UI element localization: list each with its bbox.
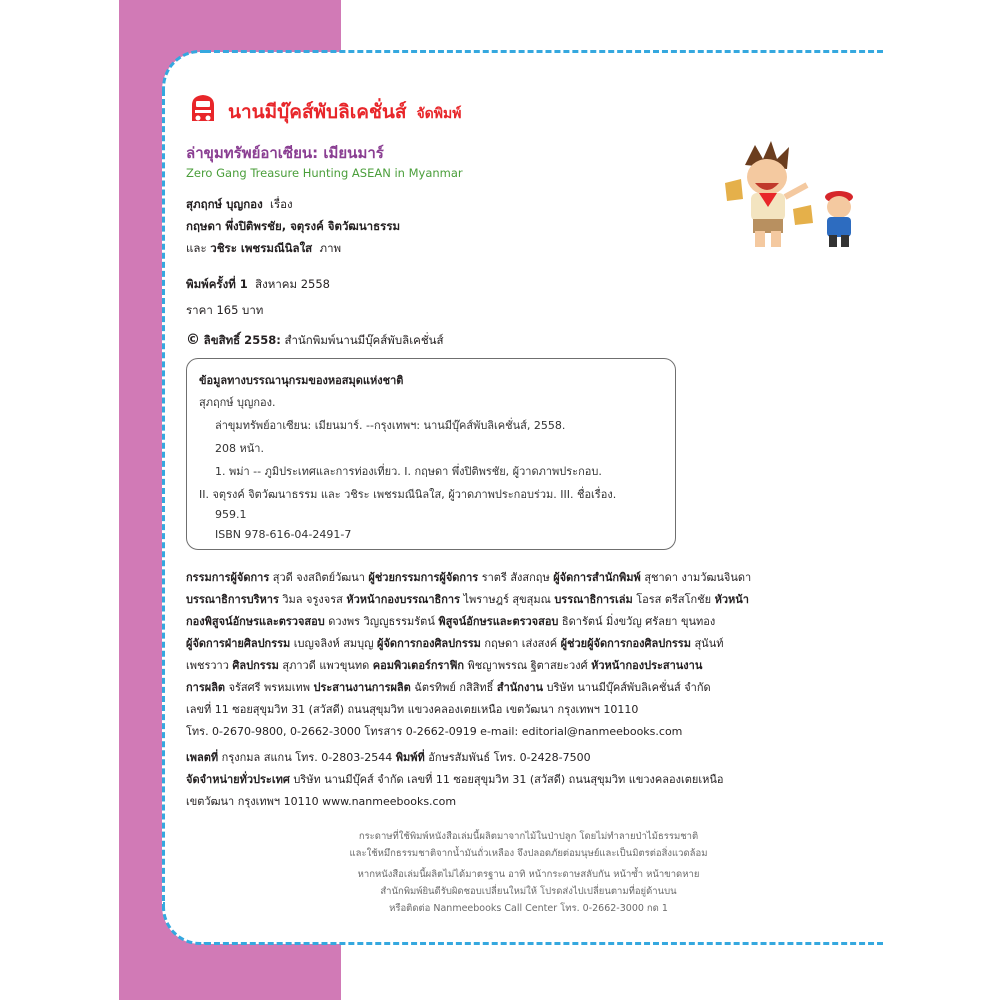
and-word: และ [186, 241, 207, 255]
credit-person: บริษัท นานมีบุ๊คส์ จำกัด เลขที่ 11 ซอยสุขุมวิท 31 (สวัสดี) ถนนสุขุมวิท แขวงคลองเตยเหนือ [293, 773, 724, 786]
credit-person: เพชรวาว [186, 659, 229, 672]
credit-person: กรุงกมล สแกน โทร. 0-2803-2544 [221, 751, 393, 764]
author-story-role: เรื่อง [270, 197, 293, 211]
credit-role: ศิลปกรรม [232, 659, 279, 672]
cip-line: II. จตุรงค์ จิตวัฒนาธรรม และ วชิระ เพชรมณีนิลใส, ผู้วาดภาพประกอบร่วม. III. ชื่อเรื่อง. [199, 488, 617, 501]
credit-line [186, 722, 682, 740]
footnote-line: กระดาษที่ใช้พิมพ์หนังสือเล่มนี้ผลิตมาจากไม้ในป่าปลูก โดยไม่ทำลายป่าไม้ธรรมชาติ [358, 831, 699, 842]
credit-line [186, 656, 702, 674]
dashed-border-left [162, 90, 165, 910]
publisher-suffix: จัดพิมพ์ [416, 106, 462, 122]
credit-line [186, 748, 591, 766]
cip-line: สุภฤกษ์ บุญกอง. [199, 396, 276, 409]
credit-role: กรรมการผู้จัดการ [186, 571, 270, 584]
credit-person: ไพราษฎร์ สุขสุมณ [463, 593, 551, 606]
credit-role: หัวหน้ากองประสานงาน [591, 659, 703, 672]
footnote-line: และใช้หมึกธรรมชาติจากน้ำมันถั่วเหลือง จึงปลอดภัยต่อมนุษย์และเป็นมิตรต่อสิ่งแวดล้อม [349, 848, 708, 859]
credit-person: โอรส ตรีสโกชัย [636, 593, 712, 606]
credit-role: ผู้ช่วยผู้จัดการกองศิลปกรรม [560, 637, 691, 650]
publisher-title: นานมีบุ๊คส์พับลิเคชั่นส์ [228, 101, 407, 123]
cip-line: ISBN 978-616-04-2491-7 [215, 528, 352, 541]
credit-line [186, 678, 711, 696]
footnote-line: สำนักพิมพ์ยินดีรับผิดชอบเปลี่ยนใหม่ให้ โปรดส่งไปเปลี่ยนตามที่อยู่ด้านบน [380, 886, 677, 897]
credit-role: ผู้ช่วยกรรมการผู้จัดการ [368, 571, 479, 584]
credit-role: หัวหน้า [714, 593, 749, 606]
credit-line [186, 792, 456, 810]
author-story-line [186, 196, 293, 214]
book-title-english: Zero Gang Treasure Hunting ASEAN in Myanmar [186, 166, 463, 180]
credit-person: พิชญาพรรณ ฐิตาสยะวงศ์ [467, 659, 588, 672]
illustrators-line [186, 218, 400, 236]
edition-date: สิงหาคม 2558 [255, 277, 330, 291]
credit-line [186, 590, 749, 608]
credit-person: บริษัท นานมีบุ๊คส์พับลิเคชั่นส์ จำกัด [546, 681, 711, 694]
copyright-owner: สำนักพิมพ์นานมีบุ๊คส์พับลิเคชั่นส์ [284, 333, 444, 347]
credit-role: ผู้จัดการสำนักพิมพ์ [553, 571, 641, 584]
credit-line [186, 612, 715, 630]
credit-person: สุนันท์ [694, 637, 724, 650]
credit-role: หัวหน้ากองบรรณาธิการ [346, 593, 460, 606]
dashed-border-bottom [205, 942, 883, 945]
credit-person: ดวงพร วิญญูธรรมรัตน์ [328, 615, 435, 628]
cip-line: 208 หน้า. [215, 442, 264, 455]
author-story-name: สุภฤกษ์ บุญกอง [186, 197, 263, 211]
dashed-border-top [205, 50, 883, 53]
credit-line [186, 634, 723, 652]
illustrators-names: กฤษดา พึ่งปิติพรชัย, จตุรงค์ จิตวัฒนาธรรม [186, 219, 401, 233]
credit-role: จัดจำหน่ายทั่วประเทศ [186, 773, 290, 786]
credit-person: วิมล จรูงจรส [282, 593, 343, 606]
copyright-icon: © [186, 332, 200, 348]
credit-role: ประสานงานการผลิต [313, 681, 411, 694]
cip-line: 1. พม่า -- ภูมิประเทศและการท่องเที่ยว. I. กฤษดา พึ่งปิติพรชัย, ผู้วาดภาพประกอบ. [215, 465, 602, 478]
credit-role: เพลตที่ [186, 751, 219, 764]
copyright-label: ลิขสิทธิ์ 2558: [203, 333, 281, 347]
credit-person: โทร. 0-2670-9800, 0-2662-3000 โทรสาร 0-2662-0919 e-mail: editorial@nanmeebooks.com [186, 725, 683, 738]
credit-role: พิสูจน์อักษรและตรวจสอบ [438, 615, 559, 628]
edition-line [186, 276, 330, 294]
credit-role: บรรณาธิการบริหาร [186, 593, 279, 606]
price-line: ราคา 165 บาท [186, 303, 264, 317]
credit-line [186, 568, 751, 586]
credit-person: ราตรี สังสกฤษ [481, 571, 550, 584]
illustrator-last: วชิระ เพชรมณีนิลใส [210, 241, 313, 255]
credit-person: เบญจลิงห์ สมบุญ [293, 637, 374, 650]
credit-person: สุวดี จงสถิตย์วัฒนา [272, 571, 365, 584]
credit-person: ธิดารัตน์ มิ่งขวัญ ศรัลยา ขุนทอง [561, 615, 716, 628]
credit-role: การผลิต [186, 681, 226, 694]
illustrator-role: ภาพ [319, 241, 342, 255]
illustrators-line-2 [186, 240, 341, 258]
edition-label: พิมพ์ครั้งที่ 1 [186, 277, 248, 291]
credit-person: ฉัตรทิพย์ กสิสิทธิ์ [414, 681, 494, 694]
cartoon-characters-illustration [715, 135, 875, 255]
credit-role: คอมพิวเตอร์กราฟิก [372, 659, 465, 672]
footnote-line: หรือติดต่อ Nanmeebooks Call Center โทร. 0-2662-3000 กด 1 [389, 903, 668, 914]
credit-person: กฤษดา เส่งสงค์ [484, 637, 558, 650]
credit-person: อักษรสัมพันธ์ โทร. 0-2428-7500 [428, 751, 591, 764]
footnote-line: หากหนังสือเล่มนี้ผลิตไม่ได้มาตรฐาน อาทิ หน้ากระดาษสลับกัน หน้าซ้ำ หน้าขาดหาย [357, 869, 700, 880]
cip-heading: ข้อมูลทางบรรณานุกรมของหอสมุดแห่งชาติ [199, 374, 404, 387]
credit-person: เขตวัฒนา กรุงเทพฯ 10110 www.nanmeebooks.com [186, 795, 457, 808]
publisher-name [228, 97, 461, 127]
cip-data-box [186, 358, 676, 550]
credit-role: บรรณาธิการเล่ม [554, 593, 633, 606]
credit-person: สุภาวดี แพวขุนทด [282, 659, 370, 672]
credit-role: ผู้จัดการฝ่ายศิลปกรรม [186, 637, 291, 650]
credit-role: พิมพ์ที่ [395, 751, 425, 764]
credit-person: เลขที่ 11 ซอยสุขุมวิท 31 (สวัสดี) ถนนสุขุมวิท แขวงคลองเตยเหนือ เขตวัฒนา กรุงเทพฯ 10110 [186, 703, 639, 716]
credit-person: สุชาดา งามวัฒนจินดา [644, 571, 752, 584]
credit-role: ผู้จัดการกองศิลปกรรม [377, 637, 481, 650]
copyright-line [186, 332, 444, 350]
book-title-thai: ล่าขุมทรัพย์อาเซียน: เมียนมาร์ [186, 144, 384, 162]
credit-role: สำนักงาน [496, 681, 544, 694]
credit-role: กองพิสูจน์อักษรและตรวจสอบ [186, 615, 325, 628]
publisher-logo-icon [186, 91, 220, 125]
cip-line: ล่าขุมทรัพย์อาเซียน: เมียนมาร์. --กรุงเทพฯ: นานมีบุ๊คส์พับลิเคชั่นส์, 2558. [215, 419, 566, 432]
cip-line: 959.1 [215, 508, 247, 521]
credit-person: จรัสศรี พรหมเทพ [228, 681, 310, 694]
credit-line [186, 700, 638, 718]
credit-line [186, 770, 724, 788]
